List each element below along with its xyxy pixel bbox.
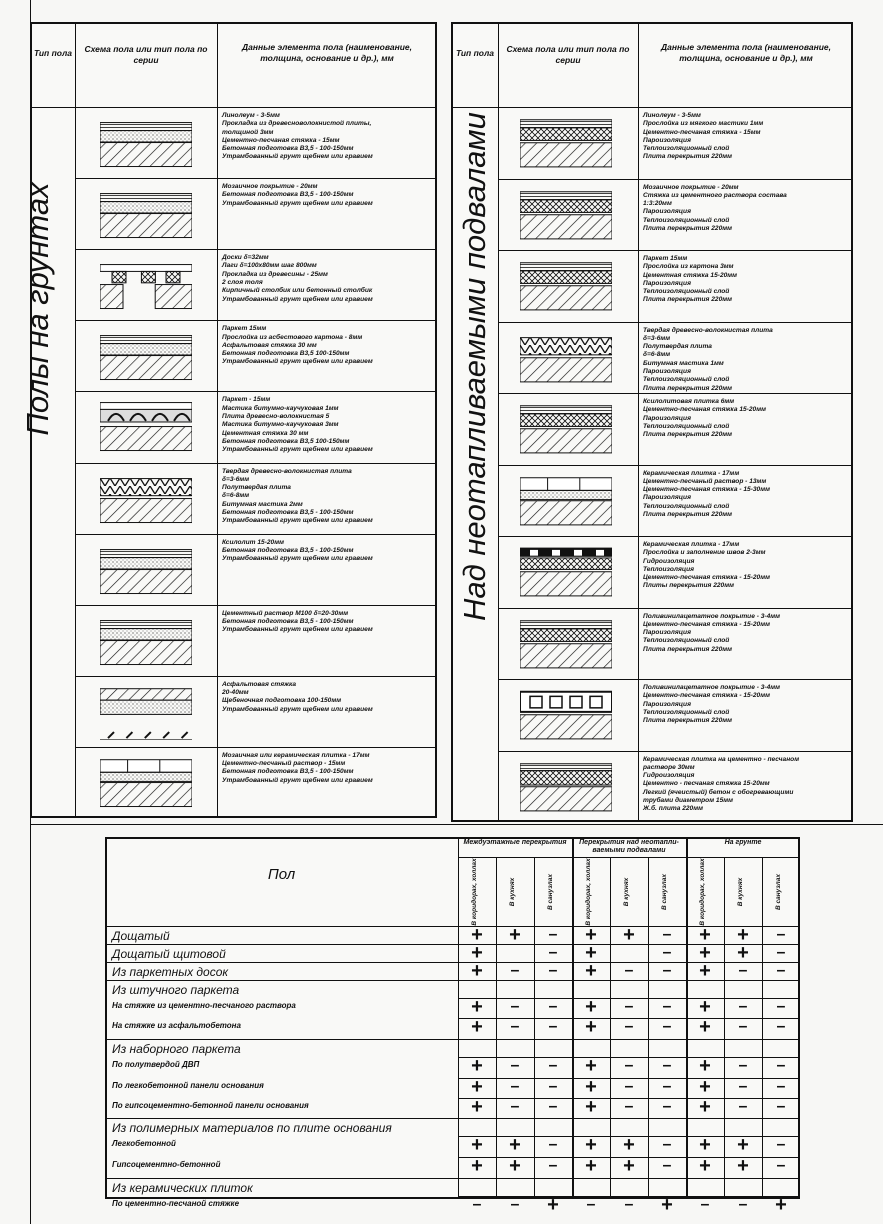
scheme-q-drawing — [520, 543, 612, 601]
usage-row-divider — [105, 1118, 800, 1119]
subcol-label: В кухнях — [737, 877, 744, 907]
minus-mark: – — [548, 1057, 558, 1074]
minus-mark: – — [548, 1078, 558, 1095]
row-description: Твердая древесно-волокнистая плита δ=3-6мм Полутвердая плита δ=6-8мм Битумная мастика 2мм Бетонная подготовка В3,5 - 100-150мм Утрамбованный грунт щебнем или гравием — [222, 467, 373, 525]
minus-mark: – — [662, 926, 672, 943]
minus-mark: – — [510, 1057, 520, 1074]
row-divider — [498, 751, 853, 752]
plus-mark: + — [509, 1155, 521, 1177]
usage-row-label: По полутвердой ДВП — [112, 1060, 200, 1069]
scheme-h-drawing — [100, 612, 192, 669]
left-col-divider-1 — [75, 22, 76, 818]
plus-mark: + — [471, 1134, 483, 1156]
row-divider — [498, 465, 853, 466]
group-label: Перекрытия над неотапли- ваемыми подвалами — [579, 839, 679, 854]
minus-mark: – — [548, 1098, 558, 1115]
subcol-label: В санузлах — [775, 874, 782, 910]
scheme-r-drawing — [520, 615, 612, 673]
minus-mark: – — [776, 1157, 786, 1174]
plus-mark: + — [585, 1055, 597, 1077]
plus-mark: + — [661, 1194, 673, 1216]
minus-mark: – — [662, 944, 672, 961]
minus-mark: – — [738, 1057, 748, 1074]
usage-row-label: По цементно-песчаной стяжке — [112, 1199, 240, 1208]
plus-mark: + — [471, 1076, 483, 1098]
plus-mark: + — [471, 1016, 483, 1038]
minus-mark: – — [510, 1098, 520, 1115]
plus-mark: + — [585, 1016, 597, 1038]
row-description: Паркет 15мм Прослойка из асбестового картона - 8мм Асфальтовая стяжка 30 мм Бетонная подготовка В3,5 100-150мм Утрамбованный грунт щебнем или гравием — [222, 325, 373, 366]
right-section-title: Над неотапливаемыми подвалами — [457, 112, 492, 621]
scheme-s-drawing — [520, 686, 612, 744]
row-divider — [75, 320, 437, 321]
bottom-section-divider — [30, 824, 883, 825]
row-divider — [75, 534, 437, 535]
plus-mark: + — [623, 1134, 635, 1156]
row-description: Асфальтовая стяжка 20-40мм Щебеночная подготовка 100-150мм Утрамбованный грунт щебнем или гравием — [222, 680, 373, 713]
usage-row-divider — [105, 1039, 800, 1040]
row-divider — [498, 393, 853, 394]
minus-mark: – — [662, 1098, 672, 1115]
row-description: Ксилолит 15-20мм Бетонная подготовка В3,5 - 100-150мм Утрамбованный грунт щебнем или гравием — [222, 538, 373, 563]
plus-mark: + — [737, 942, 749, 964]
usage-row-divider — [105, 1178, 800, 1179]
minus-mark: – — [624, 1196, 634, 1213]
plus-mark: + — [585, 1134, 597, 1156]
minus-mark: – — [776, 1098, 786, 1115]
plus-mark: + — [585, 1096, 597, 1118]
scheme-m-drawing — [520, 257, 612, 315]
right-header-data: Данные элемента пола (наименование, толщина, основание и др.), мм — [660, 42, 832, 63]
minus-mark: – — [548, 926, 558, 943]
left-header-divider — [30, 107, 437, 108]
plus-mark: + — [699, 996, 711, 1018]
minus-mark: – — [738, 998, 748, 1015]
minus-mark: – — [738, 1098, 748, 1115]
plus-mark: + — [547, 1194, 559, 1216]
row-divider — [498, 608, 853, 609]
row-divider — [498, 250, 853, 251]
plus-mark: + — [623, 924, 635, 946]
row-description: Мозаичное покрытие - 20мм Бетонная подготовка В3,5 - 100-150мм Утрамбованный грунт щебнем или гравием — [222, 183, 373, 207]
minus-mark: – — [662, 1078, 672, 1095]
minus-mark: – — [624, 1078, 634, 1095]
row-divider — [498, 322, 853, 323]
usage-row-label: Из полимерных материалов по плите основания — [112, 1121, 392, 1135]
plus-mark: + — [699, 924, 711, 946]
usage-row-label: По легкобетонной панели основания — [112, 1081, 264, 1090]
minus-mark: – — [662, 1057, 672, 1074]
minus-mark: – — [510, 1078, 520, 1095]
plus-mark: + — [471, 1155, 483, 1177]
minus-mark: – — [776, 1057, 786, 1074]
minus-mark: – — [624, 1057, 634, 1074]
subcol-label: В кухнях — [509, 877, 516, 907]
plus-mark: + — [585, 942, 597, 964]
usage-row-label: Из наборного паркета — [112, 1042, 241, 1056]
plus-mark: + — [699, 1016, 711, 1038]
usage-row-label: Дощатый щитовой — [112, 947, 226, 961]
row-description: Цементный раствор М100 δ=20-30мм Бетонная подготовка В3,5 - 100-150мм Утрамбованный грунт щебнем или гравием — [222, 609, 373, 634]
minus-mark: – — [472, 1196, 482, 1213]
minus-mark: – — [662, 1136, 672, 1153]
scheme-k-drawing — [520, 114, 612, 172]
right-header-scheme: Схема пола или тип пола по серии — [506, 44, 630, 65]
row-divider — [75, 463, 437, 464]
minus-mark: – — [738, 1078, 748, 1095]
minus-mark: – — [662, 1157, 672, 1174]
minus-mark: – — [624, 1098, 634, 1115]
minus-mark: – — [662, 1018, 672, 1035]
minus-mark: – — [776, 1018, 786, 1035]
usage-row-label: Из штучного паркета — [112, 983, 240, 997]
row-description: Поливинилацетатное покрытие - 3-4мм Цементно-песчаная стяжка - 15-20мм Пароизоляция Теплоизоляционный слой Плита перекрытия 220мм — [643, 684, 781, 725]
scheme-n-drawing — [520, 329, 612, 387]
scheme-t-drawing — [520, 758, 612, 816]
left-header-type: Тип пола — [33, 48, 72, 58]
minus-mark: – — [738, 1018, 748, 1035]
minus-mark: – — [548, 1136, 558, 1153]
usage-row-label: Из паркетных досок — [112, 965, 229, 979]
plus-mark: + — [471, 1055, 483, 1077]
plus-mark: + — [585, 924, 597, 946]
minus-mark: – — [548, 998, 558, 1015]
scheme-i-drawing — [100, 683, 192, 740]
plus-mark: + — [737, 1134, 749, 1156]
row-divider — [75, 178, 437, 179]
row-description: Паркет 15мм Прослойка из картона 3мм Цементная стяжка 15-20мм Пароизоляция Теплоизоляционный слой Плита перекрытия 220мм — [643, 255, 738, 304]
scheme-c-drawing — [100, 256, 192, 313]
row-divider — [75, 676, 437, 677]
group-label: Междуэтажные перекрытия — [463, 839, 567, 846]
plus-mark: + — [585, 1076, 597, 1098]
row-description: Паркет - 15мм Мастика битумно-каучуковая 1мм Плита древесно-волокнистая 5 Мастика битумно-каучуковая 3мм Цементная стяжка 30 мм Бетонная подготовка В3,5 100-150мм Утрамбованный грунт щебнем или гравием — [222, 396, 373, 454]
scheme-f-drawing — [100, 470, 192, 527]
row-description: Линолеум - 3-5мм Прокладка из древесноволокнистой плиты, толщиной 3мм Цементно-песчаная стяжка - 15мм Бетонная подготовка В3,5 - 100-150мм Утрамбованный грунт щебнем или гравием — [222, 112, 373, 161]
scheme-a-drawing — [100, 114, 192, 171]
row-divider — [75, 249, 437, 250]
minus-mark: – — [586, 1196, 596, 1213]
left-section-title: Полы на грунтах — [20, 182, 55, 436]
plus-mark: + — [509, 1134, 521, 1156]
minus-mark: – — [548, 962, 558, 979]
scheme-g-drawing — [100, 541, 192, 598]
plus-mark: + — [699, 1134, 711, 1156]
plus-mark: + — [737, 924, 749, 946]
plus-mark: + — [471, 1096, 483, 1118]
row-divider — [75, 391, 437, 392]
row-description: Керамическая плитка - 17мм Цементно-песчаный раствор - 13мм Цементно-песчаная стяжка - 15-30мм Пароизоляция Теплоизоляционный слой Плита перекрытия 220мм — [643, 469, 770, 518]
minus-mark: – — [624, 1018, 634, 1035]
right-col-divider-1 — [498, 22, 499, 822]
usage-row-label: На стяжке из асфальтобетона — [112, 1021, 241, 1030]
plus-mark: + — [585, 960, 597, 982]
scheme-e-drawing — [100, 398, 192, 455]
plus-mark: + — [509, 924, 521, 946]
row-description: Твердая древесно-волокнистая плита δ=3-6мм Полутвердая плита δ=6-8мм Битумная мастика 1мм Пароизоляция Теплоизоляционный слой Плита перекрытия 220мм — [643, 326, 773, 392]
subcol-label: В кухнях — [623, 877, 630, 907]
plus-mark: + — [471, 924, 483, 946]
minus-mark: – — [624, 998, 634, 1015]
minus-mark: – — [548, 1157, 558, 1174]
plus-mark: + — [775, 1194, 787, 1216]
row-description: Доски δ=32мм Лаги δ=100х80мм шаг 800мм Прокладка из древесины - 25мм 2 слоя толя Кирпичный столбик или бетонный столбик Утрамбованный грунт щебнем или гравием — [222, 254, 373, 303]
row-description: Керамическая плитка на цементно - песчаном растворе 30мм Гидроизоляция Цементно - песчаная стяжка 15-20мм Легкий (ячеистый) бетон с обогревающими трубами диаметром 15мм Ж.б. плита 220мм — [643, 755, 800, 813]
minus-mark: – — [776, 1136, 786, 1153]
left-header-scheme: Схема пола или тип пола по серии — [84, 44, 208, 65]
plus-mark: + — [699, 960, 711, 982]
usage-row-label: Из керамических плиток — [112, 1181, 253, 1195]
minus-mark: – — [510, 962, 520, 979]
usage-row-label: Дощатый — [112, 929, 170, 943]
plus-mark: + — [471, 996, 483, 1018]
plus-mark: + — [471, 960, 483, 982]
subcol-label: В санузлах — [547, 874, 554, 910]
minus-mark: – — [510, 1196, 520, 1213]
minus-mark: – — [776, 1078, 786, 1095]
minus-mark: – — [510, 1018, 520, 1035]
plus-mark: + — [585, 996, 597, 1018]
subcol-label: В коридорах, холлах — [585, 858, 592, 926]
right-header-divider — [451, 107, 853, 108]
usage-row-label: Гипсоцементно-бетонной — [112, 1160, 221, 1169]
usage-row-label: На стяжке из цементно-песчаного раствора — [112, 1001, 296, 1010]
minus-mark: – — [510, 998, 520, 1015]
row-description: Мозаичная или керамическая плитка - 17мм Цементно-песчаный раствор - 15мм Бетонная подготовка В3,5 - 100-150мм Утрамбованный грунт щебнем или гравием — [222, 751, 373, 784]
row-divider — [498, 536, 853, 537]
left-header-data: Данные элемента пола (наименование, толщина, основание и др.), мм — [241, 42, 413, 63]
scheme-j-drawing — [100, 754, 192, 811]
scheme-b-drawing — [100, 185, 192, 242]
minus-mark: – — [700, 1196, 710, 1213]
plus-mark: + — [699, 1055, 711, 1077]
row-description: Поливинилацетатное покрытие - 3-4мм Цементно-песчаная стяжка - 15-20мм Пароизоляция Теплоизоляционный слой Плита перекрытия 220мм — [643, 612, 781, 653]
minus-mark: – — [624, 962, 634, 979]
minus-mark: – — [776, 962, 786, 979]
minus-mark: – — [662, 962, 672, 979]
group-label: На грунте — [724, 839, 762, 846]
minus-mark: – — [776, 998, 786, 1015]
minus-mark: – — [738, 1196, 748, 1213]
usage-row-label: Легкобетонной — [112, 1139, 176, 1148]
subcol-label: В коридорах, холлах — [699, 858, 706, 926]
row-description: Ксилолитовая плитка 6мм Цементно-песчаная стяжка 15-20мм Пароизоляция Теплоизоляционный слой Плита перекрытия 220мм — [643, 398, 766, 439]
plus-mark: + — [699, 1076, 711, 1098]
plus-mark: + — [623, 1155, 635, 1177]
row-divider — [75, 747, 437, 748]
usage-row-divider — [105, 980, 800, 981]
plus-mark: + — [699, 1096, 711, 1118]
usage-title: Пол — [267, 866, 296, 883]
minus-mark: – — [776, 926, 786, 943]
plus-mark: + — [737, 1155, 749, 1177]
minus-mark: – — [776, 944, 786, 961]
scheme-o-drawing — [520, 400, 612, 458]
plus-mark: + — [471, 942, 483, 964]
scheme-p-drawing — [520, 472, 612, 530]
usage-row-label: По гипсоцементно-бетонной панели основания — [112, 1101, 309, 1110]
row-divider — [75, 605, 437, 606]
plus-mark: + — [699, 942, 711, 964]
scheme-d-drawing — [100, 327, 192, 384]
right-header-type: Тип пола — [455, 48, 494, 58]
minus-mark: – — [548, 944, 558, 961]
subcol-label: В коридорах, холлах — [471, 858, 478, 926]
subcol-label: В санузлах — [661, 874, 668, 910]
row-description: Мозаичное покрытие - 20мм Стяжка из цементного раствора состава 1:3:20мм Пароизоляция Теплоизоляционный слой Плита перекрытия 220мм — [643, 183, 787, 232]
plus-mark: + — [699, 1155, 711, 1177]
plus-mark: + — [585, 1155, 597, 1177]
minus-mark: – — [548, 1018, 558, 1035]
row-description: Керамическая плитка - 17мм Прослойка и заполнение швов 2-3мм Гидроизоляция Теплоизоляция Цементно-песчаная стяжка - 15-20мм Плиты перекрытия 220мм — [643, 541, 770, 590]
row-divider — [498, 179, 853, 180]
row-divider — [498, 679, 853, 680]
scheme-l-drawing — [520, 186, 612, 244]
minus-mark: – — [738, 962, 748, 979]
left-col-divider-2 — [217, 22, 218, 818]
right-col-divider-2 — [638, 22, 639, 822]
minus-mark: – — [662, 998, 672, 1015]
row-description: Линолеум - 3-5мм Прослойка из мягкого мастики 1мм Цементно-песчаная стяжка - 15мм Пароизоляция Теплоизоляционный слой Плита перекрытия 220мм — [643, 112, 764, 161]
